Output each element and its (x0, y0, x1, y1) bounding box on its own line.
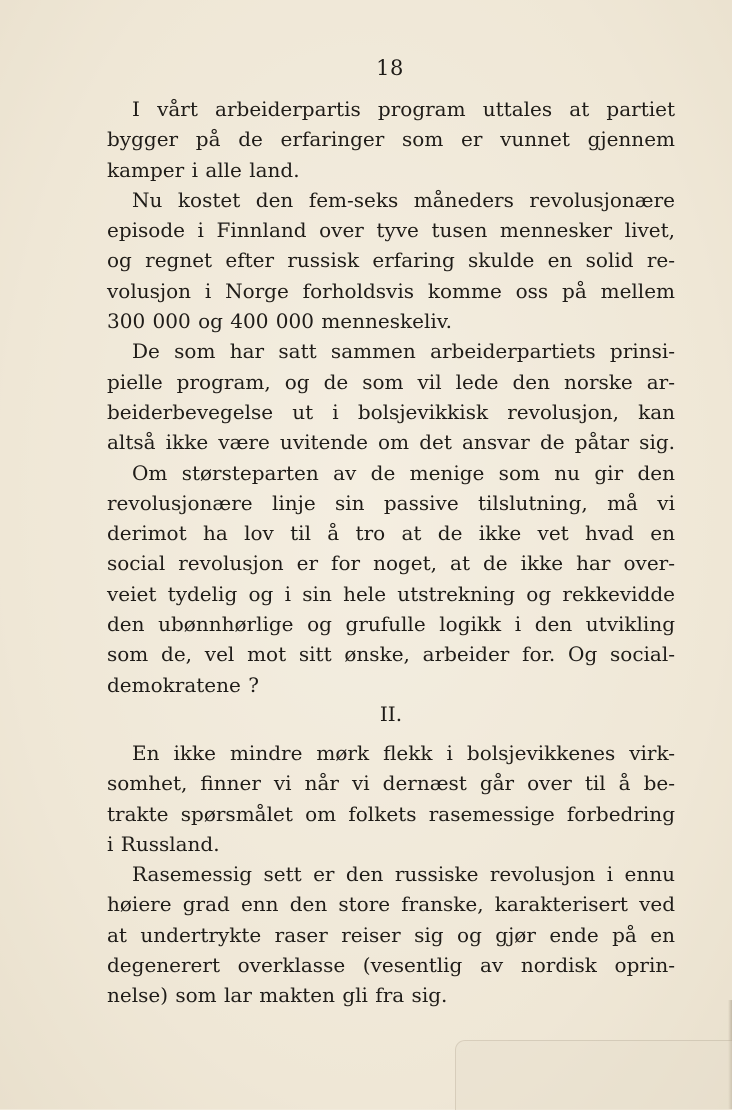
text-line: episode i Finnland over tyve tusen mennesker livet, (107, 218, 675, 243)
text-line: veiet tydelig og i sin hele utstrekning og rekkevidde (107, 581, 675, 606)
text-line: at undertrykte raser reiser sig og gjør ende på en (107, 922, 675, 947)
text-line: og regnet efter russisk erfaring skulde en solid re- (107, 248, 675, 273)
text-line: trakte spørsmålet om folkets rasemessige forbedring (107, 801, 675, 826)
text-line: revolusjonære linje sin passive tilslutning, må vi (107, 490, 675, 515)
page-number: 18 (376, 56, 404, 80)
text-line: den ubønnhørlige og grufulle logikk i den utvikling (107, 612, 675, 637)
page-corner-fold (455, 1040, 732, 1110)
text-line: De som har satt sammen arbeiderpartiets prinsi- (132, 339, 675, 364)
text-line: bygger på de erfaringer som er vunnet gjennem (107, 127, 675, 152)
text-line: Nu kostet den fem-seks måneders revolusjonære (132, 187, 675, 212)
text-line: beiderbevegelse ut i bolsjevikkisk revolusjon, kan (107, 399, 675, 424)
text-line: kamper i alle land. (107, 157, 300, 182)
text-line: høiere grad enn den store franske, karakterisert ved (107, 892, 675, 917)
text-line: derimot ha lov til å tro at de ikke vet hvad en (107, 521, 675, 546)
text-line: degenerert overklasse (vesentlig av nordisk oprin- (107, 953, 675, 978)
text-line: 300 000 og 400 000 menneskeliv. (107, 309, 453, 334)
body-text-part-1 (107, 94, 675, 700)
text-line: social revolusjon er for noget, at de ikke har over- (107, 551, 675, 576)
text-line: I vårt arbeiderpartis program uttales at partiet (132, 97, 675, 121)
text-line: som de, vel mot sitt ønske, arbeider for. Og social- (107, 642, 675, 667)
text-line: Rasemessig sett er den russiske revolusjon i ennu (132, 862, 675, 887)
text-line: i Russland. (107, 831, 220, 856)
text-line: somhet, finner vi når vi dernæst går over til å be- (107, 771, 675, 796)
body-text-part-2 (107, 738, 675, 1011)
text-line: nelse) som lar makten gli fra sig. (107, 983, 448, 1008)
section-heading: II. (379, 702, 403, 726)
text-line: volusjon i Norge forholdsvis komme oss på mellem (107, 278, 675, 303)
text-line: En ikke mindre mørk flekk i bolsjevikkenes virk- (132, 741, 675, 765)
text-line: pielle program, og de som vil lede den norske ar- (107, 369, 675, 394)
text-line: demokratene ? (107, 672, 259, 697)
text-line: Om størsteparten av de menige som nu gir den (132, 460, 675, 485)
text-line: altså ikke være uvitende om det ansvar de påtar sig. (107, 430, 675, 455)
